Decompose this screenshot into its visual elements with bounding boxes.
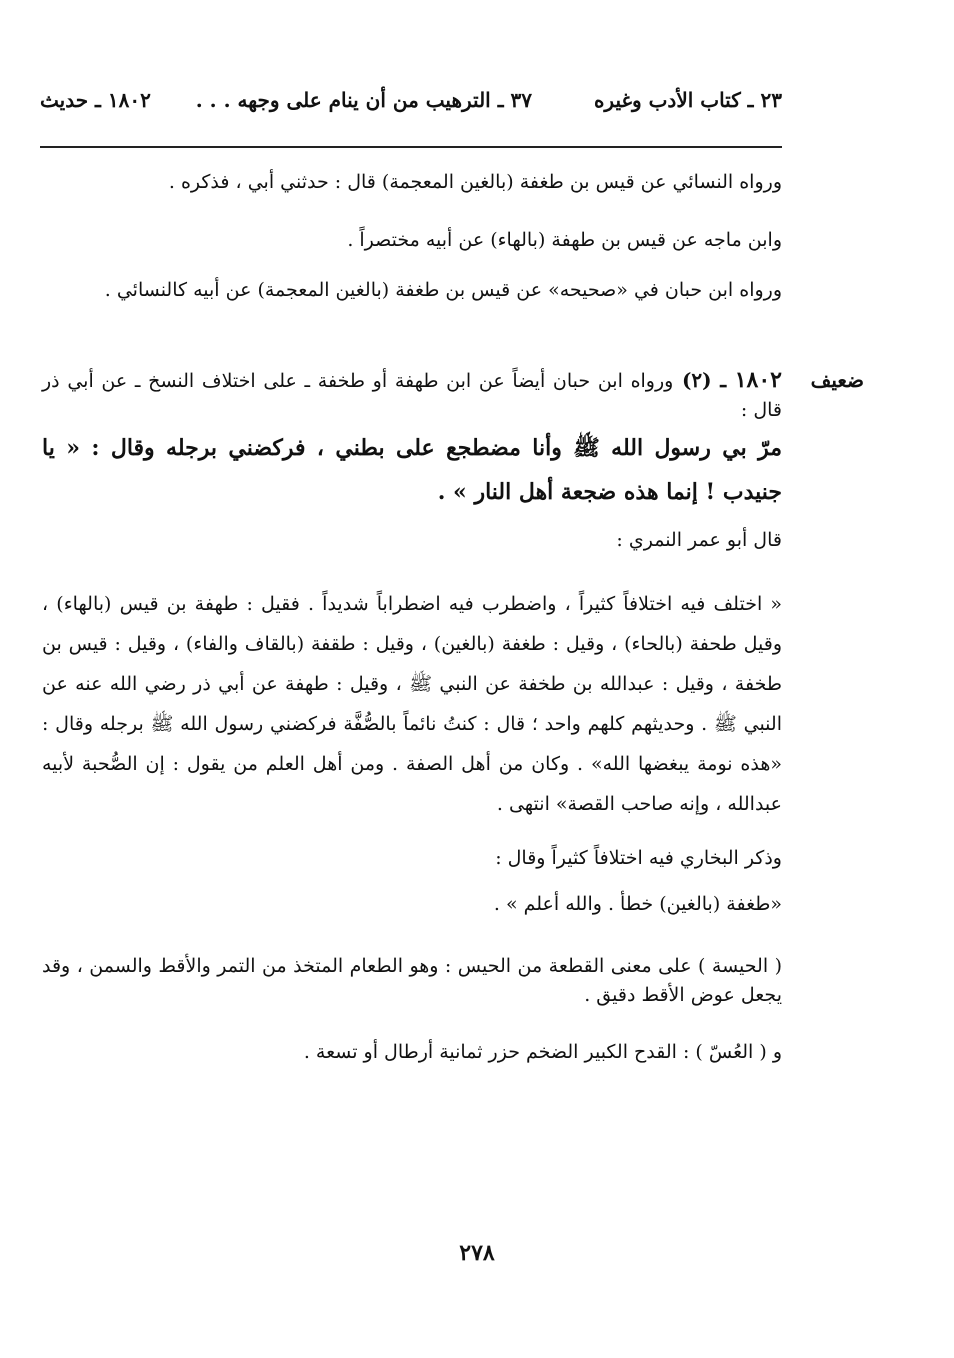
hadith-sub-number: ـ (٢) [673,368,735,392]
hadith-grade-label: ضعيف [810,368,864,392]
bukhari-quote: «طغفة (بالغين) خطأ . والله أعلم » . [493,893,782,915]
gloss-hisa: ( الحيسة ) على معنى القطعة من الحيس : وهو الطعام المتخذ من التمر والأقط والسمن ، وقد يجعل عوض الأقط دقيق . [42,955,782,1006]
bukhari-note: وذكر البخاري فيه اختلافاً كثيراً وقال : [495,847,782,869]
page-number: ٢٧٨ [459,1240,495,1266]
header-hadith-ref: ١٨٠٢ ـ حديث [40,88,151,112]
commentary-attribution: قال أبو عمر النمري : [616,529,782,551]
hadith-number: ١٨٠٢ [734,367,782,393]
hadith-text: مرّ بي رسول الله ﷺ وأنا مضطجع على بطني ، فركضني برجله وقال : « يا جنيدب ! إنما هذه ضجعة أهل النار » . [42,435,782,505]
commentary-paragraph: « اختلف فيه اختلافاً كثيراً ، واضطرب فيه اضطراباً شديداً . فقيل : طهفة بن قيس (بالهاء) ، وقيل طحفة (بالحاء) ، وقيل : طغفة (بالغين) ، وقيل : طقفة (بالقاف والفاء) ، وقيل : قيس بن طخفة ، وقيل : عبدالله بن طخفة عن النبي ﷺ ، وقيل : طهفة عن أبي ذر رضي الله عنه عن النبي ﷺ . وحديثهم كلهم واحد ؛ قال : كنتُ نائماً بالصُّفَّة فركضني رسول الله ﷺ برجله وقال : «هذه نومة يبغضها الله» . وكان من أهل الصفة . ومن أهل العلم من يقول : إن الصُّحبة لأبيه عبدالله ، وإنه صاحب القصة» انتهى . [42,593,782,815]
running-header [40,88,782,124]
hadith-intro-paragraph [42,366,782,426]
gloss-uss: و ( العُسّ ) : القدح الكبير الضخم حزر ثمانية أرطال أو تسعة . [303,1041,782,1063]
hadith-intro-text: ورواه ابن حبان أيضاً عن ابن طهفة أو طخفة ـ على اختلاف النسخ ـ عن أبي ذر قال : [42,370,782,421]
source-paragraph-ibn-majah: وابن ماجه عن قيس بن طهفة (بالهاء) عن أبيه مختصراً . [347,229,782,251]
header-divider [40,146,782,148]
source-paragraph-nasai: ورواه النسائي عن قيس بن طغفة (بالغين المعجمة) قال : حدثني أبي ، فذكره . [168,171,782,193]
header-book-title: ٢٣ ـ كتاب الأدب وغيره [593,88,782,112]
header-chapter-title: ٣٧ ـ الترهيب من أن ينام على وجهه . . . [195,88,532,112]
page-body [42,168,782,1078]
source-paragraph-ibn-hibban: ورواه ابن حبان في «صحيحه» عن قيس بن طغفة (بالغين المعجمة) عن أبيه كالنسائي . [104,279,782,301]
